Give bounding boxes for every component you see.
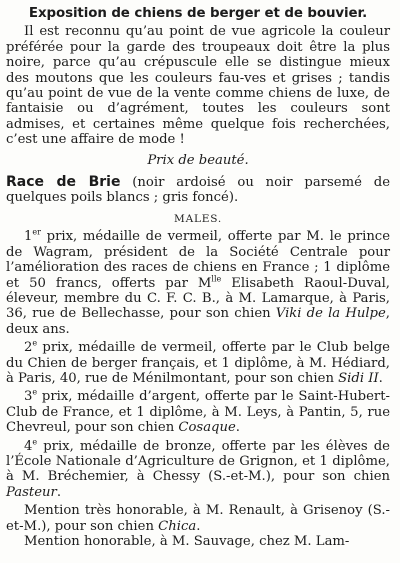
prize-ordinal: e [32, 437, 38, 447]
prize-tail: , deux ans. [6, 306, 390, 337]
prize-paragraph-4 [6, 439, 390, 501]
prize-category-title: Prix de beauté. [147, 152, 249, 168]
prize-paragraph-3 [6, 389, 390, 435]
males-label: MALES. [174, 212, 222, 225]
mention-paragraph-2 [6, 534, 390, 549]
dog-name: Viki de la Hulpe [275, 306, 386, 322]
dog-name: Pasteur [6, 484, 57, 500]
prize-superscript: lle [211, 274, 222, 284]
prize-number: 2 [24, 340, 33, 356]
prize-number: 3 [24, 389, 33, 405]
mention-paragraph-1 [6, 503, 390, 534]
prize-paragraph-2 [6, 340, 390, 386]
dog-name: Cosaque [178, 420, 236, 436]
intro-paragraph [6, 24, 390, 147]
prize-tail: . [235, 420, 240, 436]
race-paragraph [6, 175, 390, 206]
prize-text: prix, médaille de vermeil, offerte par le Club belge du Chien de berger français, et 1 diplôme, à M. Hédiard, à Paris, 40, rue de Ménilmontant, pour son chien [6, 340, 390, 386]
mention-text: Mention honorable, à M. Sauvage, chez M. Lam- [24, 534, 350, 549]
dog-name: Sidi II [338, 370, 379, 386]
section-heading: Exposition de chiens de berger et de bouvier. [28, 6, 368, 21]
prize-number: 4 [24, 438, 33, 454]
prize-ordinal: e [32, 387, 38, 397]
intro-text-part-1: Il est reconnu qu’au point de vue agricole la couleur préférée pour la garde des troupeaux doit être la plus noire, parce qu’au crépuscule elle se distingue mieux des moutons que les couleurs fau- [6, 24, 390, 86]
mention-tail: . [196, 518, 201, 534]
prize-text-continued: Elisabeth Raoul-Duval, éleveur, membre du C. F. C. B., à M. Lamarque, à Paris, 36, rue de Bellechasse, pour son chien [6, 275, 390, 322]
prize-tail: . [378, 370, 383, 386]
intro-text-part-2: ves et grises ; tandis qu’au point de vue de la vente comme chiens de luxe, de fantaisie ou d’agrément, toutes les couleurs sont admises, et certaines même quelque fois recherchées, c’est une affaire de mode ! [6, 70, 390, 148]
prize-number: 1 [24, 229, 33, 245]
prize-ordinal: e [32, 338, 38, 348]
dog-name: Chica [158, 518, 197, 534]
prize-paragraph-1 [6, 229, 390, 337]
prize-text: prix, médaille de vermeil, offerte par M. le prince de Wagram, président de la Société Centrale pour l’amélioration des races de chiens en France ; 1 diplôme et 50 francs, offerts par M [6, 229, 390, 291]
race-name: Race de Brie [6, 174, 121, 191]
race-description: (noir ardoisé ou noir parsemé de quelques poils blancs ; gris foncé). [6, 175, 390, 206]
prize-ordinal: er [32, 227, 41, 237]
prize-text: prix, médaille de bronze, offerte par les élèves de l’École Nationale d’Agriculture de Grignon, et 1 diplôme, à M. Bréchemier, à Chessy (S.-et-M.), pour son chien [6, 438, 390, 485]
prize-tail: . [56, 484, 62, 500]
prize-text: prix, médaille d’argent, offerte par le Saint-Hubert-Club de France, et 1 diplôme, à M. Leys, à Pantin, 5, rue Chevreul, pour son chien [6, 389, 390, 436]
mention-text: Mention très honorable, à M. Renault, à Grisenoy (S.-et-M.), pour son chien [6, 503, 390, 534]
